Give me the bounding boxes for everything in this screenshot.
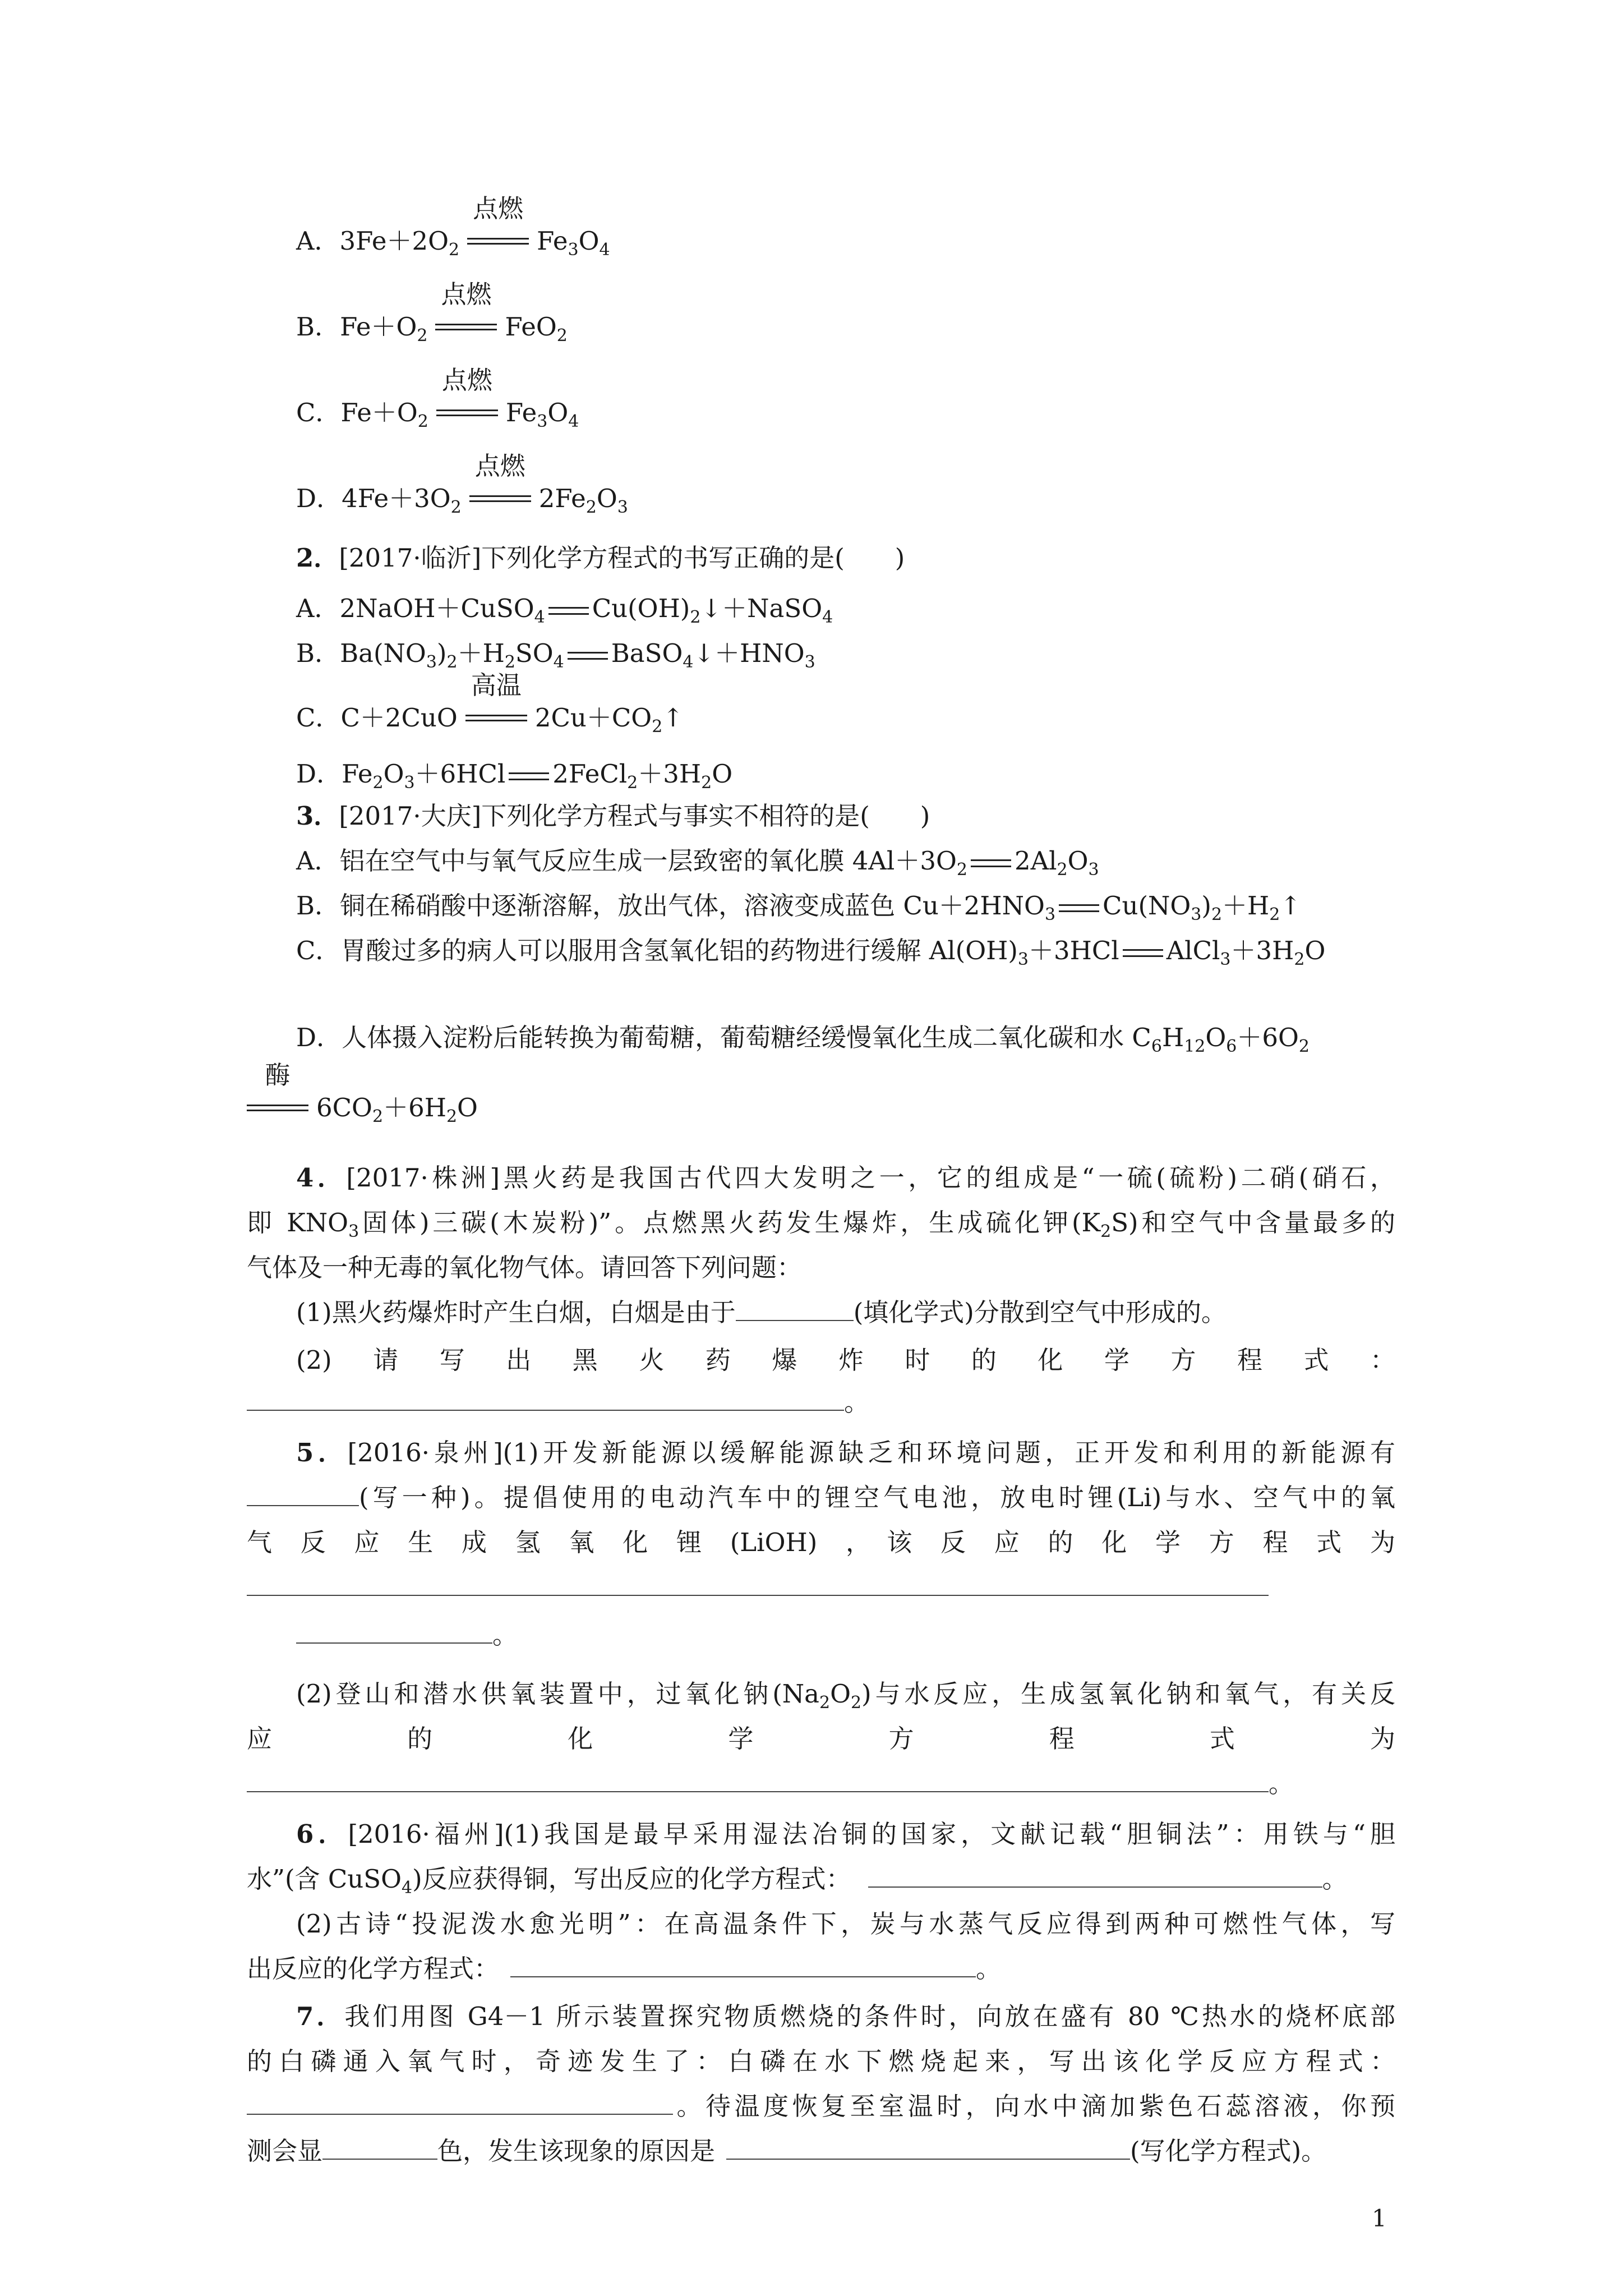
q5-answer-line — [247, 1571, 1269, 1604]
reaction-arrow: 点燃 — [467, 224, 529, 258]
answer-blank[interactable] — [247, 1573, 1269, 1596]
q5-paragraph-line2: (写一种)。提倡使用的电动汽车中的锂空气电池，放电时锂(Li)与水、空气中的氧 — [247, 1481, 1395, 1515]
reaction-arrow: 高温 — [465, 701, 527, 735]
q5-part2-answer: 。 — [247, 1767, 1294, 1801]
q4-part1: (1)黑火药爆炸时产生白烟，白烟是由于 (填化学式)分散到空气中形成的。 — [296, 1297, 1227, 1327]
q2-option-d: D．$Fe_2O_3+6HCl$ $2FeCl_2+3H_2O$ — [296, 759, 733, 793]
q2-option-a: A．2NaOH＋CuSO$_4$ $Cu(OH)_2↓+NaSO_4$ — [296, 593, 833, 627]
q1-option-a: A．$3Fe+2O_2$ 点燃 $Fe_3O_4$ — [296, 194, 610, 260]
reaction-arrow: 酶 — [247, 1091, 308, 1125]
q5-answer-line-2: 。 — [296, 1618, 518, 1652]
q1-option-b: B．$Fe+O_2$ 点燃 FeO$_2$ — [296, 279, 568, 346]
q5-paragraph-line3: 气 反 应 生 成 氢 氧 化 锂 (LiOH) ， 该 反 应 的 化 学 方 程 式 为 — [247, 1527, 1395, 1557]
answer-blank[interactable] — [736, 1299, 854, 1321]
q2-option-b: B．$Ba(NO_3)_2+H_2SO_4$ $BaSO_4↓+HNO_3$ — [296, 638, 815, 672]
q6-paragraph-line2: 水”(含 CuSO$_4$)反应获得铜，写出反应的化学方程式： 。 — [247, 1864, 1348, 1898]
q3-stem: 3．[2017·大庆]下列化学方程式与事实不相符的是( ) — [296, 801, 930, 831]
q3-option-a: A．铝在空气中与氧气反应生成一层致密的氧化膜 $4Al+3O_2$ $2Al_2O_3$ — [296, 846, 1099, 880]
q4-paragraph-line2: 即 $KNO_3$固体)三碳(木炭粉)”。点燃黑火药发生爆炸，生成硫化钾$(K_2S)$和空气中含量最多的 — [247, 1208, 1395, 1241]
answer-blank[interactable] — [247, 1388, 844, 1411]
q4-paragraph-line1: 4．[2017·株洲]黑火药是我国古代四大发明之一，它的组成是“一硫(硫粉)二硝(硝石， — [296, 1163, 1395, 1193]
q7-paragraph-line4: 测会显 色，发生该现象的原因是 (写化学方程式)。 — [247, 2136, 1327, 2166]
q7-paragraph-line3: 。待温度恢复至室温时，向水中滴加紫色石蕊溶液，你预 — [247, 2090, 1395, 2123]
q4-paragraph-line3: 气体及一种无毒的氧化物气体。请回答下列问题： — [247, 1253, 803, 1282]
q6-part2-line1: (2)古诗“投泥泼水愈光明”：在高温条件下，炭与水蒸气反应得到两种可燃性气体，写 — [296, 1909, 1395, 1939]
q7-paragraph-line1: 7．我们用图 G4－1 所示装置探究物质燃烧的条件时，向放在盛有 80 ℃热水的烧杯底部 — [296, 2001, 1396, 2031]
q6-part2-line2: 出反应的化学方程式： 。 — [247, 1954, 1002, 1984]
q5-part2-line1: (2)登山和潜水供氧装置中，过氧化钠$(Na_2O_2)$与水反应，生成氢氧化钠和氧气，有关反 — [296, 1679, 1395, 1713]
q3-option-b: B．铜在稀硝酸中逐渐溶解，放出气体，溶液变成蓝色 $Cu+2HNO_3$ $Cu(NO_3)_2+H_2↑$ — [296, 891, 1302, 924]
answer-blank[interactable] — [247, 2092, 673, 2115]
answer-blank[interactable] — [322, 2137, 437, 2160]
q4-part2-answer: 。 — [247, 1386, 869, 1419]
answer-blank[interactable] — [510, 1955, 976, 1977]
answer-blank[interactable] — [726, 2137, 1130, 2160]
q7-paragraph-line2: 的白磷通入氧气时，奇迹发生了：白磷在水下燃烧起来，写出该化学反应方程式： — [247, 2046, 1395, 2076]
q2-stem: 2．[2017·临沂]下列化学方程式的书写正确的是( ) — [296, 543, 905, 573]
reaction-arrow: 点燃 — [435, 310, 497, 344]
answer-blank[interactable] — [296, 1621, 492, 1644]
q3-option-d-continued: 酶 $6CO_2+6H_2O$ — [247, 1091, 478, 1125]
reaction-arrow: 点燃 — [436, 396, 498, 430]
q3-option-d: D．人体摄入淀粉后能转换为葡萄糖，葡萄糖经缓慢氧化生成二氧化碳和水 $C_6H_{12}O_6+6O_2$ — [296, 1023, 1310, 1056]
q5-part2-line2: 应 的 化 学 方 程 式 为 — [247, 1724, 1395, 1754]
page-number: 1 — [1372, 2205, 1387, 2232]
reaction-arrow: 点燃 — [469, 482, 531, 516]
q1-option-c: C．$Fe+O_2$ 点燃 $Fe_3O_4$ — [296, 365, 579, 431]
answer-blank[interactable] — [868, 1865, 1322, 1888]
answer-blank[interactable] — [247, 1770, 1269, 1792]
q2-option-c: C．C＋2CuO 高温 $2Cu+CO_2↑$ — [296, 670, 684, 737]
q5-paragraph-line1: 5．[2016·泉州](1)开发新能源以缓解能源缺乏和环境问题，正开发和利用的新能源有 — [296, 1438, 1396, 1467]
q4-part2: (2) 请 写 出 黑 火 药 爆 炸 时 的 化 学 方 程 式 ： — [296, 1345, 1395, 1375]
q6-paragraph-line1: 6．[2016·福州](1)我国是最早采用湿法冶铜的国家，文献记载“胆铜法”：用铁与“胆 — [296, 1819, 1396, 1849]
answer-blank[interactable] — [247, 1484, 359, 1506]
q3-option-c: C．胃酸过多的病人可以服用含氢氧化铝的药物进行缓解 $Al(OH)_3+3HCl$ $AlCl_3+3H_2O$ — [296, 936, 1326, 969]
q1-option-d: D．$4Fe+3O_2$ 点燃 $2Fe_2O_3$ — [296, 451, 628, 517]
